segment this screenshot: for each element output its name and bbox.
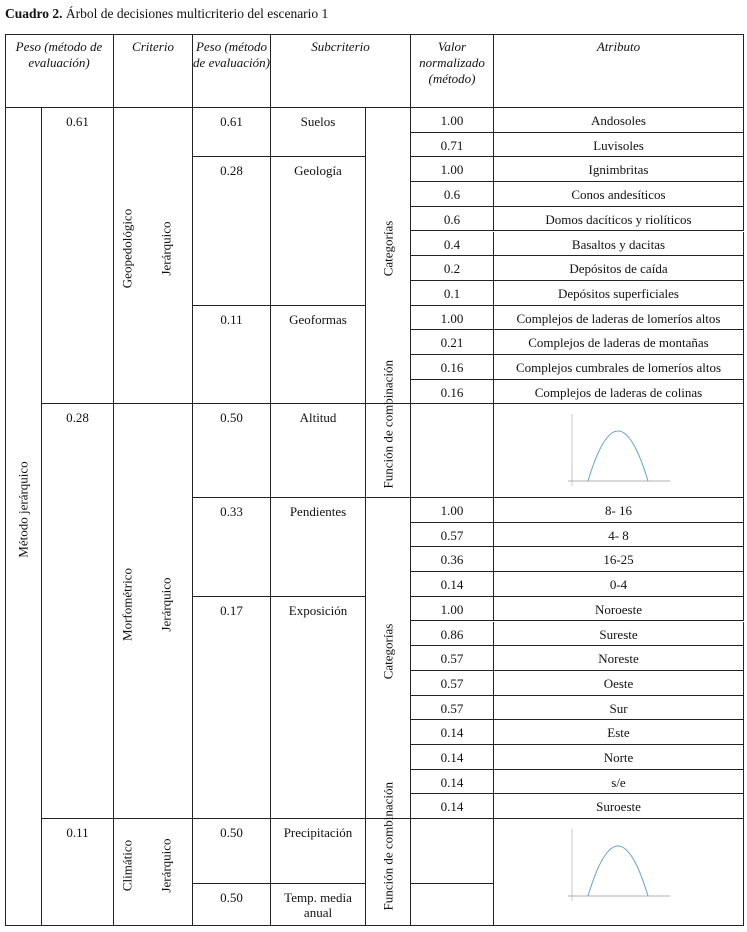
normalized-value: 1.00 [411, 306, 494, 331]
method-type-label: Categorías [380, 623, 396, 679]
parabola-curve-icon [562, 410, 672, 490]
normalized-value: 0.71 [411, 133, 494, 158]
normalized-value: 0.4 [411, 232, 494, 257]
subcriterion-weight: 0.61 [193, 108, 271, 157]
normalized-value: 0.16 [411, 355, 494, 380]
normalized-value: 0.2 [411, 256, 494, 281]
membership-function-chart [494, 404, 744, 498]
attribute: Depósitos de caída [494, 256, 744, 281]
header-peso: Peso (método de evaluación) [5, 34, 114, 108]
subcriterion-name: Temp. media anual [271, 884, 366, 926]
normalized-value: 0.21 [411, 330, 494, 355]
criterion-method: Jerárquico [158, 221, 174, 276]
subcriterion-weight: 0.50 [193, 404, 271, 498]
subcriterion-weight: 0.28 [193, 157, 271, 305]
attribute: Andosoles [494, 108, 744, 133]
attribute: Complejos de laderas de colinas [494, 380, 744, 405]
subcriterion-name: Altitud [271, 404, 366, 498]
membership-function-chart [494, 819, 744, 926]
header-valor: Valor normalizado (método) [411, 34, 494, 108]
table-caption: Cuadro 2. Árbol de decisiones multicriterio del escenario 1 [5, 6, 329, 21]
normalized-value: 0.57 [411, 671, 494, 696]
attribute: Norte [494, 745, 744, 770]
criterion-method: Jerárquico [158, 577, 174, 632]
header-atributo: Atributo [494, 34, 744, 108]
normalized-value: 0.14 [411, 770, 494, 795]
normalized-value: 1.00 [411, 597, 494, 622]
normalized-value: 1.00 [411, 498, 494, 523]
attribute: Ignimbritas [494, 157, 744, 182]
method-type-label: Función de combinación [380, 360, 396, 489]
normalized-value [411, 819, 494, 884]
normalized-value: 0.36 [411, 547, 494, 572]
normalized-value: 0.1 [411, 281, 494, 306]
normalized-value: 1.00 [411, 157, 494, 182]
attribute: 8- 16 [494, 498, 744, 523]
attribute: Domos dacíticos y riolíticos [494, 207, 744, 232]
criterion-weight: 0.28 [42, 404, 114, 819]
attribute: Noroeste [494, 597, 744, 622]
attribute: Complejos de laderas de lomeríos altos [494, 306, 744, 331]
criterion-name: Climático [119, 839, 135, 891]
subcriterion-name: Geología [271, 157, 366, 305]
header-peso-sub: Peso (método de evaluación) [193, 34, 271, 108]
attribute: Sur [494, 696, 744, 721]
subcriterion-name: Precipitación [271, 819, 366, 884]
attribute: Luvisoles [494, 133, 744, 158]
attribute: Complejos de laderas de montañas [494, 330, 744, 355]
normalized-value [411, 404, 494, 498]
normalized-value [411, 884, 494, 926]
normalized-value: 0.14 [411, 572, 494, 597]
attribute: Conos andesíticos [494, 182, 744, 207]
normalized-value: 0.16 [411, 380, 494, 405]
normalized-value: 0.86 [411, 622, 494, 647]
attribute: Complejos cumbrales de lomeríos altos [494, 355, 744, 380]
normalized-value: 0.14 [411, 720, 494, 745]
criterion-weight: 0.61 [42, 108, 114, 404]
attribute: Noreste [494, 646, 744, 671]
criterion-method: Jerárquico [158, 837, 174, 893]
attribute: Sureste [494, 622, 744, 647]
attribute: Basaltos y dacitas [494, 232, 744, 257]
attribute: s/e [494, 770, 744, 795]
criterion-weight: 0.11 [42, 819, 114, 926]
subcriterion-weight: 0.11 [193, 306, 271, 405]
method-type-label: Categorías [380, 220, 396, 277]
attribute: Oeste [494, 671, 744, 696]
subcriterion-name: Geoformas [271, 306, 366, 405]
subcriterion-name: Exposición [271, 597, 366, 819]
normalized-value: 0.6 [411, 182, 494, 207]
subcriterion-weight: 0.50 [193, 884, 271, 926]
parabola-curve-icon [562, 825, 672, 905]
normalized-value: 0.57 [411, 696, 494, 721]
attribute: Este [494, 720, 744, 745]
attribute: Suroeste [494, 794, 744, 819]
attribute: 16-25 [494, 547, 744, 572]
attribute: Depósitos superficiales [494, 281, 744, 306]
normalized-value: 0.14 [411, 794, 494, 819]
normalized-value: 0.57 [411, 523, 494, 548]
subcriterion-weight: 0.17 [193, 597, 271, 819]
subcriterion-weight: 0.33 [193, 498, 271, 597]
subcriterion-weight: 0.50 [193, 819, 271, 884]
header-criterio: Criterio [114, 34, 193, 108]
method-label: Método jerárquico [15, 461, 31, 558]
criterion-name: Geopedológico [119, 208, 135, 289]
normalized-value: 0.57 [411, 646, 494, 671]
normalized-value: 1.00 [411, 108, 494, 133]
header-subcriterio: Subcriterio [271, 34, 411, 108]
normalized-value: 0.6 [411, 207, 494, 232]
attribute: 0-4 [494, 572, 744, 597]
attribute: 4- 8 [494, 523, 744, 548]
subcriterion-name: Suelos [271, 108, 366, 157]
subcriterion-name: Pendientes [271, 498, 366, 597]
criterion-name: Morfométrico [119, 567, 135, 641]
method-type-label: Función de combinación [380, 781, 396, 911]
normalized-value: 0.14 [411, 745, 494, 770]
